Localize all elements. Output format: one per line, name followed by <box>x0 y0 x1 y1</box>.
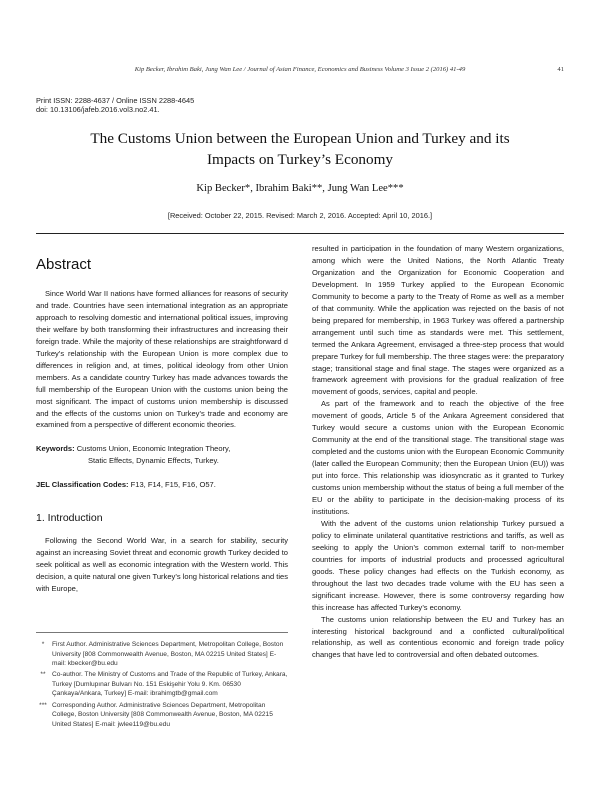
footnote-mark: * <box>41 641 45 648</box>
running-head <box>36 66 564 73</box>
jel-block <box>36 479 288 491</box>
footnote-co-author <box>36 670 288 699</box>
submission-dates: [Received: October 22, 2015. Revised: March 2, 2016. Accepted: April 10, 2016.] <box>167 211 433 220</box>
body-paragraph: With the advent of the customs union relationship Turkey pursued a policy to eliminate unilateral quantitative restrictions and tariffs, as well as seeking to apply the Union’s common external tariff to non-member countries for imports of industrial products and processed agricultural goods. These policy changes had effects on the Turkish economy, as throughout the last two decades trade volume with the EU has seen a significant increase. However, there is some controversy regarding how this increase has affected Turkey’s economy. <box>312 518 564 612</box>
jel-label: JEL Classification Codes: <box>36 480 129 490</box>
body-paragraph: The customs union relationship between the EU and Turkey has an interesting historical background and a conflicted cultural/political relationship, as well as contentious economic and foreign trade policy changes that have led to controversial and often debated outcomes. <box>312 614 564 660</box>
doi-line: doi: 10.13106/jafeb.2016.vol3.no2.41. <box>36 105 160 114</box>
keywords-label: Keywords: <box>36 444 75 454</box>
footnote-first-author <box>36 640 288 669</box>
abstract-text: Since World War II nations have formed alliances for reasons of security and trade. Countries have seen international integration as an appropriate approach to resolving domestic and international political issues, improving their welfare by both transforming their infrastructures and increasing their foreign trade. While the majority of these relationships are straightforward d Turkey’s relationship with the European Union is more complex due to differences in religion and, at times, political ideology from other Union members. As a candidate country Turkey has made advances towards the full membership of the European Union with the customs union being the most significant. The impact of customs union membership is discussed and the effects of the customs union on Turkey’s trade and economy are examined from a perspective of different economic theories. <box>36 289 288 430</box>
header-divider <box>36 233 564 234</box>
keywords-line-1: Customs Union, Economic Integration Theory, <box>76 444 231 454</box>
right-column <box>312 243 564 661</box>
footnote-corresponding-author <box>36 701 288 730</box>
body-paragraph: As part of the framework and to reach the objective of the free movement of goods, Article 5 of the Ankara Agreement considered that Turkey would secure a customs union with the European Economic Community at the end of the transitional stage. The transitional stage was completed and the customs union with the European Economic Community (later called the European Community; then the European Union (EU)) was put into force. This relationship was idiosyncratic as it granted to Turkey customs union membership without the status of being a full member of the EU or the ability to participate in the decision-making process of its institutions. <box>312 399 564 516</box>
introduction-text: Following the Second World War, in a search for stability, security against an increasing Soviet threat and economic growth Turkey decided to seek political as well as economic integration with the Western world. This decision, a quite natural one given Turkey’s long historical relations and ties with Europe, <box>36 536 288 594</box>
footnote-divider <box>36 632 288 633</box>
issn-block <box>36 96 194 114</box>
keywords-block <box>36 443 288 467</box>
footnote-text: Corresponding Author. Administrative Sciences Department, Metropolitan College, Boston University [808 Commonwealth Avenue, Boston, MA 02215 United States] E-mail: jwlee119@bu.edu <box>52 701 273 728</box>
footnote-text: Co-author. The Ministry of Customs and Trade of the Republic of Turkey, Ankara, Turkey [Dumlupınar Bulvarı No. 151 Eskişehir Yolu 9. Km. 06530 Çankaya/Ankara, Turkey] E-mail: ibrahimgtb@gmail.com <box>52 671 288 698</box>
article-title <box>40 128 560 170</box>
introduction-heading: 1. Introduction <box>36 512 103 525</box>
author-list: Kip Becker*, Ibrahim Baki**, Jung Wan Lee*** <box>196 183 404 194</box>
footnote-text: First Author. Administrative Sciences Department, Metropolitan College, Boston University [808 Commonwealth Avenue, Boston, MA 02215 United States] E-mail: kbecker@bu.edu <box>52 641 284 668</box>
footnote-mark: *** <box>39 701 47 709</box>
jel-codes: F13, F14, F15, F16, O57. <box>130 480 216 490</box>
abstract-heading: Abstract <box>36 256 92 273</box>
title-line-2: Impacts on Turkey’s Economy <box>206 151 394 168</box>
page-number: 41 <box>557 66 564 73</box>
footnote-mark: ** <box>40 671 46 679</box>
left-column <box>36 256 288 595</box>
footnotes <box>36 640 288 731</box>
issn-line: Print ISSN: 2288-4637 / Online ISSN 2288-4645 <box>36 96 195 105</box>
title-line-1: The Customs Union between the European Union and Turkey and its <box>90 130 510 147</box>
running-head-text: Kip Becker, Ibrahim Baki, Jung Wan Lee / Journal of Asian Finance, Economics and Business Volume 3 Issue 2 (2016) 41-49 <box>134 66 466 73</box>
body-paragraph: resulted in participation in the foundation of many Western organizations, among which were the United Nations, the North Atlantic Treaty Organization and the Organization for Economic Cooperation and Development. In 1959 Turkey applied to the European Economic Community to become a party to the Treaty of Rome as well as a member of that community. While the application was rejected on the basis of not being prepared for membership, in 1963 Turkey was offered a partnership arrangement until such time as standards were met. This settlement, termed the Ankara Agreement, envisaged a three-step process that would prepare Turkey for full membership. The three stages were: the preparatory stage; transitional stage and final stage. The stages were organized as a framework agreement with provisions for the gradual realization of free movement of goods, services, capital and people. <box>312 244 564 397</box>
keywords-line-2: Static Effects, Dynamic Effects, Turkey. <box>88 456 219 466</box>
